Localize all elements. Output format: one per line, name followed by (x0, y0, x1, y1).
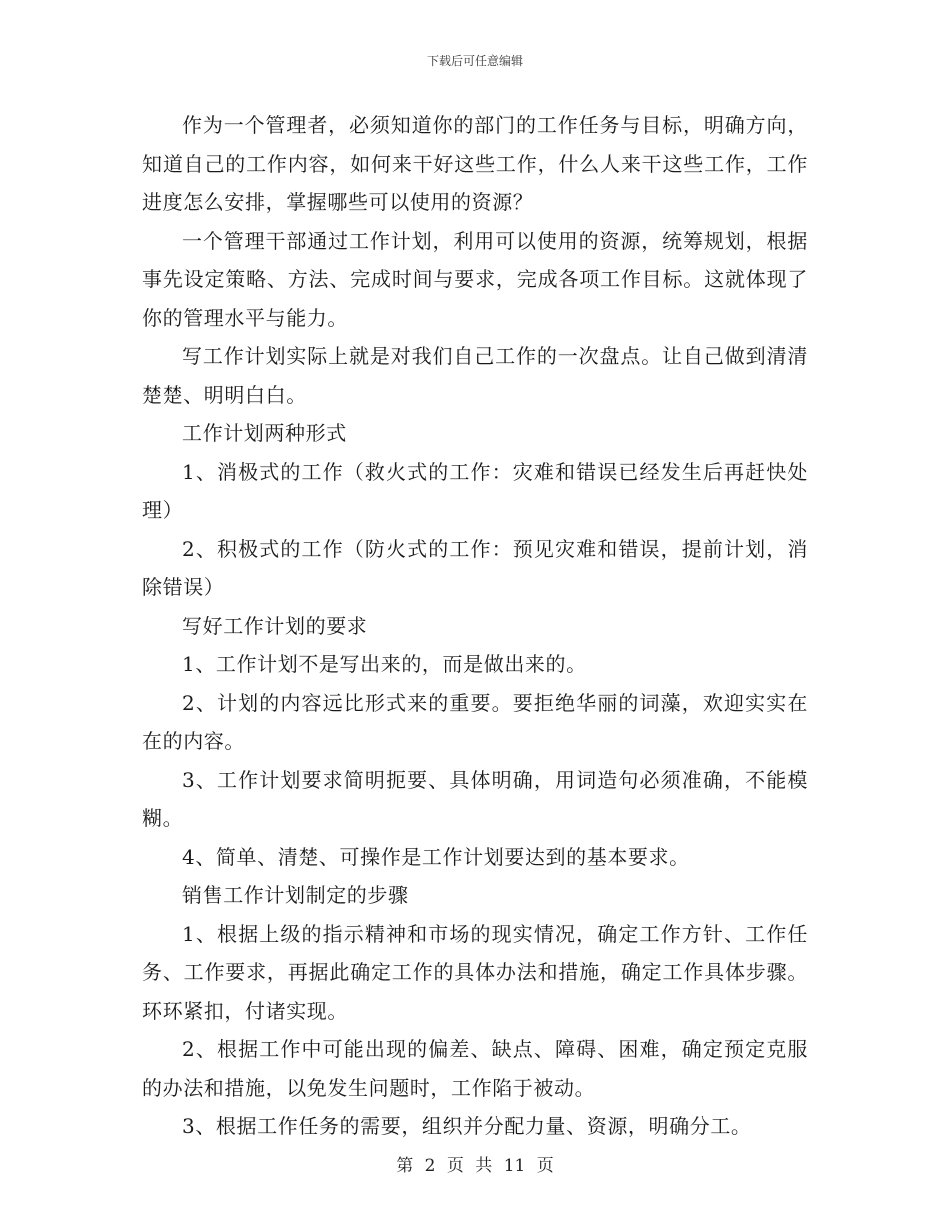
section-heading: 工作计划两种形式 (182, 421, 347, 445)
document-body (142, 106, 808, 1146)
paragraph: 写工作计划实际上就是对我们自己工作的一次盘点。让自己做到清清楚楚、明明白白。 (142, 344, 808, 407)
page-number-footer: 第 2 页 共 11 页 (396, 1156, 554, 1176)
list-item: 2、计划的内容远比形式来的重要。要拒绝华丽的词藻，欢迎实实在在的内容。 (142, 690, 808, 753)
paragraph: 一个管理干部通过工作计划，利用可以使用的资源，统筹规划，根据事先设定策略、方法、完成时间与要求，完成各项工作目标。这就体现了你的管理水平与能力。 (142, 228, 808, 330)
paragraph: 作为一个管理者，必须知道你的部门的工作任务与目标，明确方向，知道自己的工作内容，如何来干好这些工作，什么人来干这些工作，工作进度怎么安排，掌握哪些可以使用的资源？ (142, 113, 808, 214)
list-item: 4、简单、清楚、可操作是工作计划要达到的基本要求。 (182, 844, 690, 869)
list-item: 1、消极式的工作（救火式的工作：灾难和错误已经发生后再赶快处理） (142, 459, 808, 522)
list-item: 3、根据工作任务的需要，组织并分配力量、资源，明确分工。 (182, 1114, 752, 1138)
list-item: 3、工作计划要求简明扼要、具体明确，用词造句必须准确，不能模糊。 (142, 767, 808, 830)
page-header-note: 下载后可任意编辑 (426, 54, 523, 68)
list-item: 1、工作计划不是写出来的，而是做出来的。 (182, 652, 587, 676)
list-item: 2、根据工作中可能出现的偏差、缺点、障碍、困难，确定预定克服的办法和措施，以免发生问题时，工作陷于被动。 (142, 1037, 808, 1100)
section-heading: 销售工作计划制定的步骤 (182, 883, 409, 907)
list-item: 1、根据上级的指示精神和市场的现实情况，确定工作方针、工作任务、工作要求，再据此确定工作的具体办法和措施，确定工作具体步骤。环环紧扣，付诸实现。 (142, 921, 808, 1023)
section-heading: 写好工作计划的要求 (182, 613, 368, 638)
list-item: 2、积极式的工作（防火式的工作：预见灾难和错误，提前计划，消除错误） (142, 536, 808, 599)
